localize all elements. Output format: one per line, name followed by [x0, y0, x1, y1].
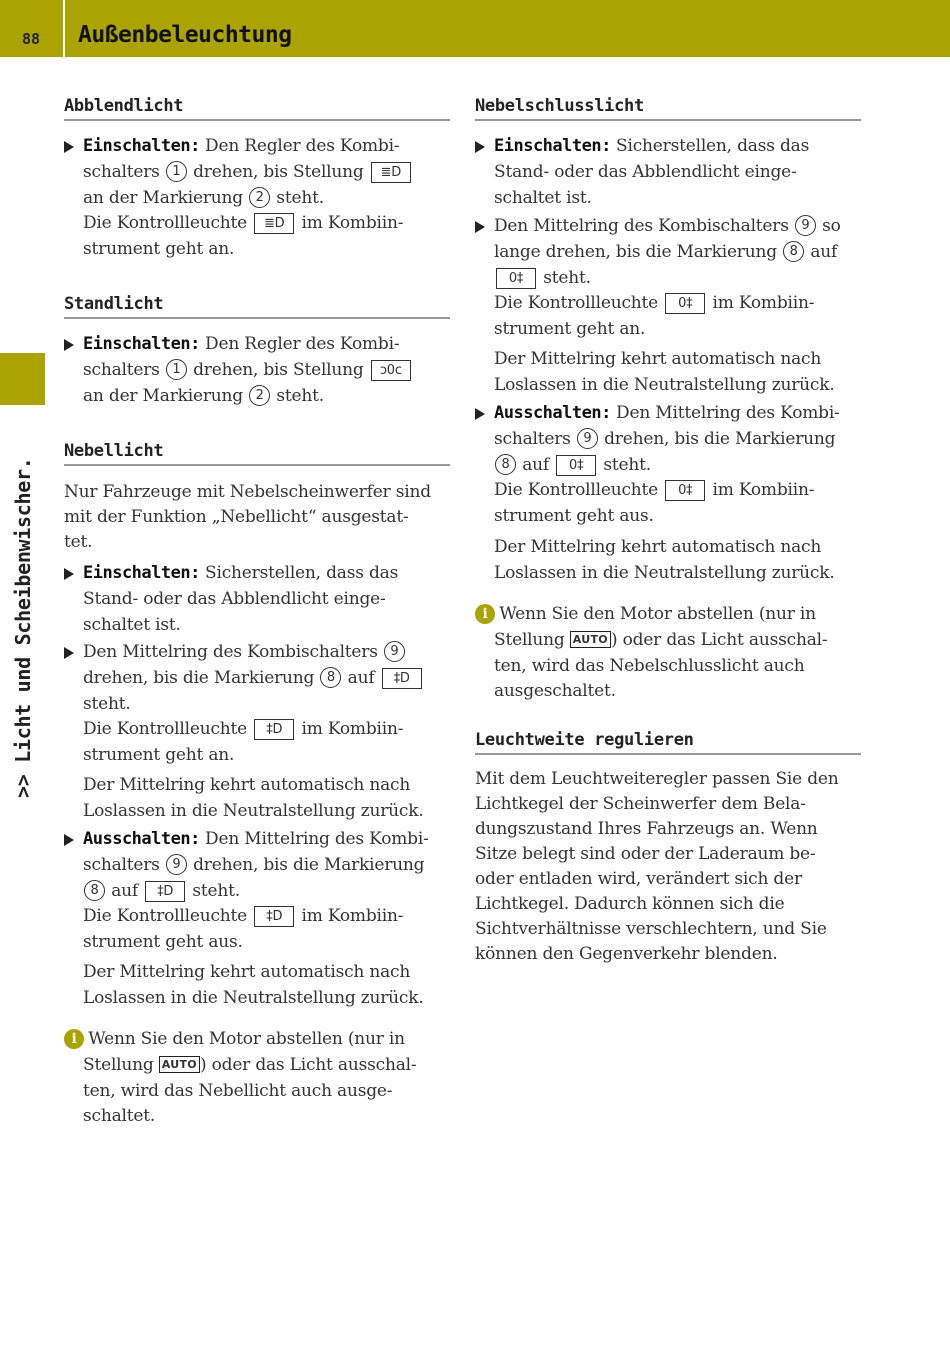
- rear-fog-light-icon: 0‡: [665, 293, 705, 314]
- page-title: Außenbeleuchtung: [78, 22, 292, 48]
- section-heading-abblendlicht: Abblendlicht: [64, 96, 450, 121]
- dipped-beam-icon: ≣D: [371, 162, 411, 183]
- callout-number-icon: 1: [166, 161, 187, 182]
- callout-number-icon: 9: [384, 641, 405, 662]
- nebellicht-return-note-2: Der Mittelring kehrt automatisch nach Loslassen in die Neutralstellung zurück.: [83, 962, 424, 1008]
- leuchtweite-paragraph: Mit dem Leuchtweiteregler passen Sie den Lichtkegel der Scheinwerfer dem Bela- dungszustand Ihres Fahrzeugs an. Wenn Sitze belegt sind oder der Laderaum be- oder entladen wird, verändert sich der Lichtkegel. Dadurch können sich die Sichtverhältnisse verschlechtern, und Sie können den Gegenverkehr blenden.: [475, 769, 839, 964]
- nebelschlusslicht-step: Den Mittelring des Kombischalters 9 so lange drehen, bis die Markierung 8 auf 0‡ steht. Die Kontrollleuchte 0‡ im Kombiin- strument geht an.: [494, 214, 864, 343]
- bullet-triangle-icon: [475, 221, 485, 233]
- nebellicht-intro: Nur Fahrzeuge mit Nebelscheinwerfer sind mit der Funktion „Nebellicht“ ausgestat- tet.: [64, 482, 431, 552]
- nebellicht-step: Den Mittelring des Kombischalters 9 drehen, bis die Markierung 8 auf ‡D steht. Die Kontrollleuchte ‡D im Kombiin- strument geht an.: [83, 640, 453, 769]
- nebelschlusslicht-einschalten: Einschalten: Sicherstellen, dass das Stand- oder das Abblendlicht einge- schaltet ist.: [494, 134, 864, 211]
- label-einschalten: Einschalten:: [83, 563, 200, 583]
- nebelschlusslicht-info-note: i Wenn Sie den Motor abstellen (nur in Stellung AUTO ) oder das Licht ausschal- ten, wird das Nebelschlusslicht auch ausgeschaltet.: [494, 602, 864, 705]
- abblendlicht-instruction: Einschalten: Den Regler des Kombi- schalters 1 drehen, bis Stellung ≣D an der Markierung 2 steht. Die Kontrollleuchte ≣D im Kombiin- strument geht an.: [83, 134, 453, 263]
- dipped-beam-icon: ≣D: [254, 213, 294, 234]
- bullet-triangle-icon: [64, 141, 74, 153]
- bullet-triangle-icon: [64, 568, 74, 580]
- nebellicht-ausschalten: Ausschalten: Den Mittelring des Kombi- schalters 9 drehen, bis die Markierung 8 auf ‡D steht. Die Kontrollleuchte ‡D im Kombiin- strument geht aus.: [83, 827, 453, 956]
- info-icon: i: [475, 604, 495, 624]
- nebelschlusslicht-return-note: Der Mittelring kehrt automatisch nach Loslassen in die Neutralstellung zurück.: [494, 349, 835, 395]
- nebellicht-einschalten: Einschalten: Sicherstellen, dass das Stand- oder das Abblendlicht einge- schaltet ist.: [83, 561, 453, 638]
- bullet-triangle-icon: [475, 408, 485, 420]
- front-fog-light-icon: ‡D: [254, 906, 294, 927]
- callout-number-icon: 2: [249, 385, 270, 406]
- callout-number-icon: 9: [795, 215, 816, 236]
- callout-number-icon: 9: [577, 428, 598, 449]
- nebellicht-info-note: i Wenn Sie den Motor abstellen (nur in Stellung AUTO ) oder das Licht ausschal- ten, wird das Nebellicht auch ausge- schaltet.: [83, 1027, 453, 1130]
- callout-number-icon: 8: [495, 454, 516, 475]
- bullet-triangle-icon: [64, 834, 74, 846]
- section-heading-nebelschlusslicht: Nebelschlusslicht: [475, 96, 861, 121]
- nebellicht-return-note: Der Mittelring kehrt automatisch nach Loslassen in die Neutralstellung zurück.: [83, 775, 424, 821]
- nebelschlusslicht-ausschalten: Ausschalten: Den Mittelring des Kombi- schalters 9 drehen, bis die Markierung 8 auf 0‡ steht. Die Kontrollleuchte 0‡ im Kombiin- strument geht aus.: [494, 401, 864, 530]
- standlicht-instruction: Einschalten: Den Regler des Kombi- schalters 1 drehen, bis Stellung ᴐ0ᴄ an der Markierung 2 steht.: [83, 332, 453, 409]
- rear-fog-light-icon: 0‡: [496, 268, 536, 289]
- label-einschalten: Einschalten:: [494, 136, 611, 156]
- page-number: 88: [22, 30, 41, 48]
- auto-position-icon: AUTO: [159, 1056, 200, 1073]
- rear-fog-light-icon: 0‡: [665, 480, 705, 501]
- callout-number-icon: 9: [166, 854, 187, 875]
- label-ausschalten: Ausschalten:: [494, 403, 611, 423]
- callout-number-icon: 8: [84, 880, 105, 901]
- chapter-tab-marker: [0, 353, 45, 405]
- bullet-triangle-icon: [64, 339, 74, 351]
- front-fog-light-icon: ‡D: [254, 719, 294, 740]
- info-icon: i: [64, 1029, 84, 1049]
- section-heading-standlicht: Standlicht: [64, 294, 450, 319]
- header-divider: [63, 0, 65, 57]
- section-heading-nebellicht: Nebellicht: [64, 441, 450, 466]
- nebelschlusslicht-return-note-2: Der Mittelring kehrt automatisch nach Loslassen in die Neutralstellung zurück.: [494, 537, 835, 583]
- front-fog-light-icon: ‡D: [382, 668, 422, 689]
- label-einschalten: Einschalten:: [83, 136, 200, 156]
- callout-number-icon: 8: [783, 241, 804, 262]
- parking-light-icon: ᴐ0ᴄ: [371, 360, 411, 381]
- rear-fog-light-icon: 0‡: [556, 455, 596, 476]
- callout-number-icon: 8: [320, 667, 341, 688]
- label-ausschalten: Ausschalten:: [83, 829, 200, 849]
- callout-number-icon: 2: [249, 187, 270, 208]
- auto-position-icon: AUTO: [570, 631, 611, 648]
- label-einschalten: Einschalten:: [83, 334, 200, 354]
- chapter-side-label: >> Licht und Scheibenwischer.: [11, 457, 35, 798]
- callout-number-icon: 1: [166, 359, 187, 380]
- bullet-triangle-icon: [475, 141, 485, 153]
- bullet-triangle-icon: [64, 647, 74, 659]
- section-heading-leuchtweite: Leuchtweite regulieren: [475, 730, 861, 755]
- front-fog-light-icon: ‡D: [145, 881, 185, 902]
